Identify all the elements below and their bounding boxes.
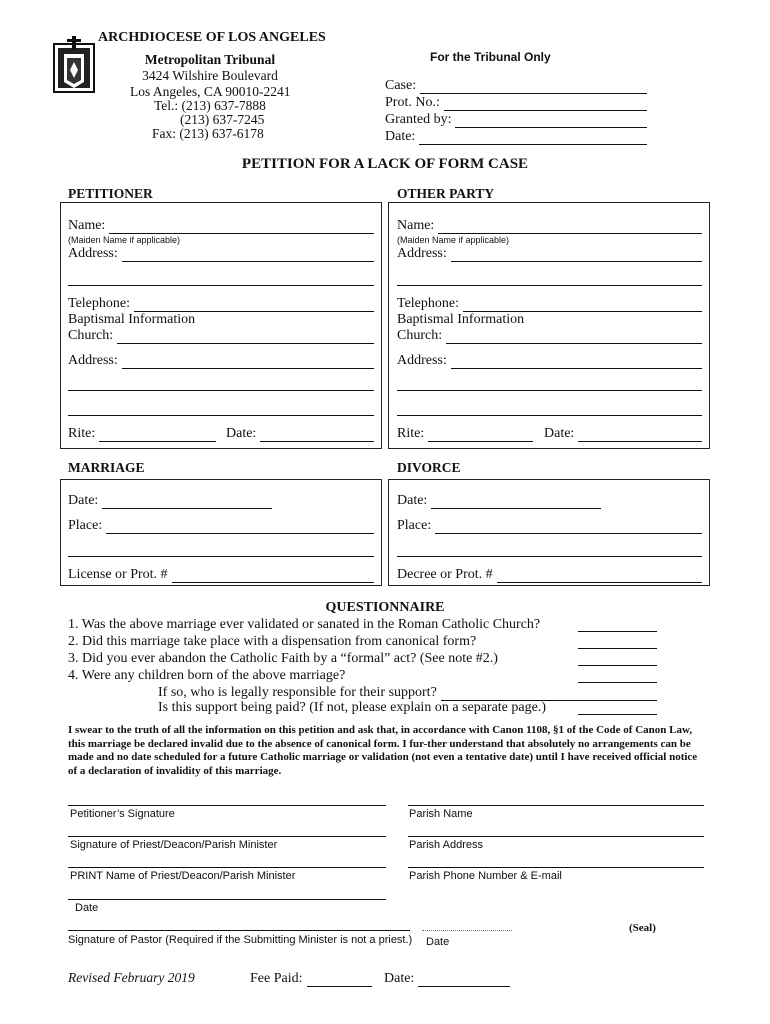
other-church-address-line-2[interactable]: [397, 390, 702, 391]
other-bapt-date-label: Date:: [544, 426, 575, 441]
form-title: PETITION FOR A LACK OF FORM CASE: [241, 156, 529, 172]
revised-date: Revised February 2019: [68, 970, 195, 985]
parish-phone-label: Parish Phone Number & E-mail: [409, 870, 562, 882]
divorce-heading: DIVORCE: [397, 460, 461, 475]
petitioner-name-label: Name:: [68, 218, 106, 233]
pastor-date-line[interactable]: [422, 930, 512, 931]
parish-address-line[interactable]: [408, 836, 704, 837]
org-name: ARCHDIOCESE OF LOS ANGELES: [98, 30, 326, 45]
granted-by-field[interactable]: [385, 112, 647, 128]
petitioner-baptismal-label: Baptismal Information: [68, 312, 196, 327]
divorce-date-label: Date:: [397, 493, 428, 508]
other-rite-label: Rite:: [397, 426, 425, 441]
other-bapt-date-field[interactable]: [544, 426, 702, 442]
petitioner-rite-field[interactable]: [68, 426, 216, 442]
tribunal-date-label: Date:: [385, 129, 416, 144]
marriage-place-line-2[interactable]: [68, 556, 374, 557]
other-church-field[interactable]: [397, 328, 702, 344]
question-2: 2. Did this marriage take place with a dispensation from canonical form?: [68, 634, 477, 649]
questionnaire-heading: QUESTIONNAIRE: [325, 600, 445, 615]
fee-date-label: Date:: [384, 971, 415, 986]
answer-4b-field[interactable]: [578, 714, 657, 715]
parish-name-line[interactable]: [408, 805, 704, 806]
answer-2-field[interactable]: [578, 648, 657, 649]
other-telephone-field[interactable]: [397, 296, 702, 312]
print-name-label: PRINT Name of Priest/Deacon/Parish Minister: [70, 870, 296, 882]
petitioner-church-address-field[interactable]: [68, 353, 374, 369]
priest-signature-label: Signature of Priest/Deacon/Parish Minister: [70, 839, 278, 851]
petitioner-church-label: Church:: [68, 328, 114, 343]
other-name-field[interactable]: [397, 218, 702, 234]
petitioner-bapt-date-field[interactable]: [226, 426, 374, 442]
tribunal-date-field[interactable]: [385, 129, 647, 145]
archdiocese-logo: [52, 34, 96, 94]
question-4b: Is this support being paid? (If not, please explain on a separate page.): [158, 700, 546, 715]
fee-paid-field[interactable]: [250, 971, 372, 987]
marriage-license-label: License or Prot. #: [68, 567, 168, 582]
case-label: Case:: [385, 78, 417, 93]
petitioner-bapt-date-label: Date:: [226, 426, 257, 441]
divorce-decree-field[interactable]: [397, 567, 702, 583]
fax: Fax: (213) 637-6178: [152, 126, 264, 141]
tribunal-name: Metropolitan Tribunal: [144, 52, 276, 67]
marriage-place-label: Place:: [68, 518, 103, 533]
petitioner-telephone-field[interactable]: [68, 296, 374, 312]
question-1: 1. Was the above marriage ever validated or sanated in the Roman Catholic Church?: [68, 617, 541, 632]
case-field[interactable]: [385, 78, 647, 94]
other-baptismal-label: Baptismal Information: [397, 312, 525, 327]
other-rite-field[interactable]: [397, 426, 533, 442]
prot-no-field[interactable]: [385, 95, 647, 111]
print-name-line[interactable]: [68, 867, 386, 868]
question-4: 4. Were any children born of the above marriage?: [68, 668, 346, 683]
answer-4-field[interactable]: [578, 682, 657, 683]
petitioner-address-field[interactable]: [68, 246, 374, 262]
answer-1-field[interactable]: [578, 631, 657, 632]
priest-signature-line[interactable]: [68, 836, 386, 837]
petitioner-church-address-line-2[interactable]: [68, 390, 374, 391]
question-4a: If so, who is legally responsible for their support?: [158, 685, 437, 700]
question-3: 3. Did you ever abandon the Catholic Faith by a “formal” act? (See note #2.): [68, 651, 498, 666]
petitioner-church-field[interactable]: [68, 328, 374, 344]
other-address-line-2[interactable]: [397, 285, 702, 286]
city-address: Los Angeles, CA 90010-2241: [130, 84, 291, 99]
other-address-label: Address:: [397, 246, 447, 261]
divorce-decree-label: Decree or Prot. #: [397, 567, 493, 582]
oath-statement: I swear to the truth of all the information on this petition and ask that, in accordance with Canon 1108, §1 of the Code of Canon Law, this marriage be declared invalid due to the absence of canonical form. I fur-ther understand that absolutely no arrangements can be made and no date scheduled for a future Catholic marriage or validation (not even a tentative date) until I have received official notice of a declaration of invalidity of this marriage.: [68, 724, 698, 777]
pastor-date-label: Date: [426, 936, 450, 948]
prot-no-label: Prot. No.:: [385, 95, 440, 110]
petitioner-church-address-label: Address:: [68, 353, 118, 368]
other-address-field[interactable]: [397, 246, 702, 262]
fee-date-field[interactable]: [384, 971, 510, 987]
tel-2: (213) 637-7245: [180, 112, 265, 127]
other-church-address-field[interactable]: [397, 353, 702, 369]
petitioner-maiden-note: (Maiden Name if applicable): [68, 235, 181, 245]
marriage-heading: MARRIAGE: [68, 460, 145, 475]
divorce-date-field[interactable]: [397, 493, 601, 509]
tribunal-only-title: For the Tribunal Only: [430, 50, 551, 64]
pastor-signature-label: Signature of Pastor (Required if the Submitting Minister is not a priest.): [68, 934, 413, 946]
granted-by-label: Granted by:: [385, 112, 452, 127]
other-church-address-label: Address:: [397, 353, 447, 368]
parish-phone-line[interactable]: [408, 867, 704, 868]
fee-paid-label: Fee Paid:: [250, 971, 303, 986]
marriage-place-field[interactable]: [68, 518, 374, 534]
other-party-heading: OTHER PARTY: [397, 186, 495, 201]
street-address: 3424 Wilshire Boulevard: [142, 68, 278, 83]
petitioner-name-field[interactable]: [68, 218, 374, 234]
minister-date-label: Date: [75, 902, 99, 914]
petitioner-heading: PETITIONER: [68, 186, 153, 201]
petitioner-rite-label: Rite:: [68, 426, 96, 441]
pastor-signature-line[interactable]: [68, 930, 410, 931]
divorce-place-label: Place:: [397, 518, 432, 533]
other-maiden-note: (Maiden Name if applicable): [397, 235, 510, 245]
marriage-license-field[interactable]: [68, 567, 374, 583]
parish-name-label: Parish Name: [409, 808, 473, 820]
petitioner-address-line-2[interactable]: [68, 285, 374, 286]
petitioner-signature-label: Petitioner’s Signature: [70, 808, 175, 820]
answer-3-field[interactable]: [578, 665, 657, 666]
other-church-address-line-3[interactable]: [397, 415, 702, 416]
parish-address-label: Parish Address: [409, 839, 483, 851]
divorce-place-field[interactable]: [397, 518, 702, 534]
other-telephone-label: Telephone:: [397, 296, 459, 311]
other-name-label: Name:: [397, 218, 435, 233]
divorce-place-line-2[interactable]: [397, 556, 702, 557]
minister-date-line[interactable]: [68, 899, 386, 900]
petitioner-signature-line[interactable]: [68, 805, 386, 806]
marriage-date-field[interactable]: [68, 493, 272, 509]
tel-1: Tel.: (213) 637-7888: [154, 98, 266, 113]
support-responsible-field[interactable]: [158, 685, 657, 701]
marriage-date-label: Date:: [68, 493, 99, 508]
other-church-label: Church:: [397, 328, 443, 343]
petitioner-telephone-label: Telephone:: [68, 296, 130, 311]
petitioner-address-label: Address:: [68, 246, 118, 261]
petitioner-church-address-line-3[interactable]: [68, 415, 374, 416]
seal-label: (Seal): [629, 922, 656, 934]
